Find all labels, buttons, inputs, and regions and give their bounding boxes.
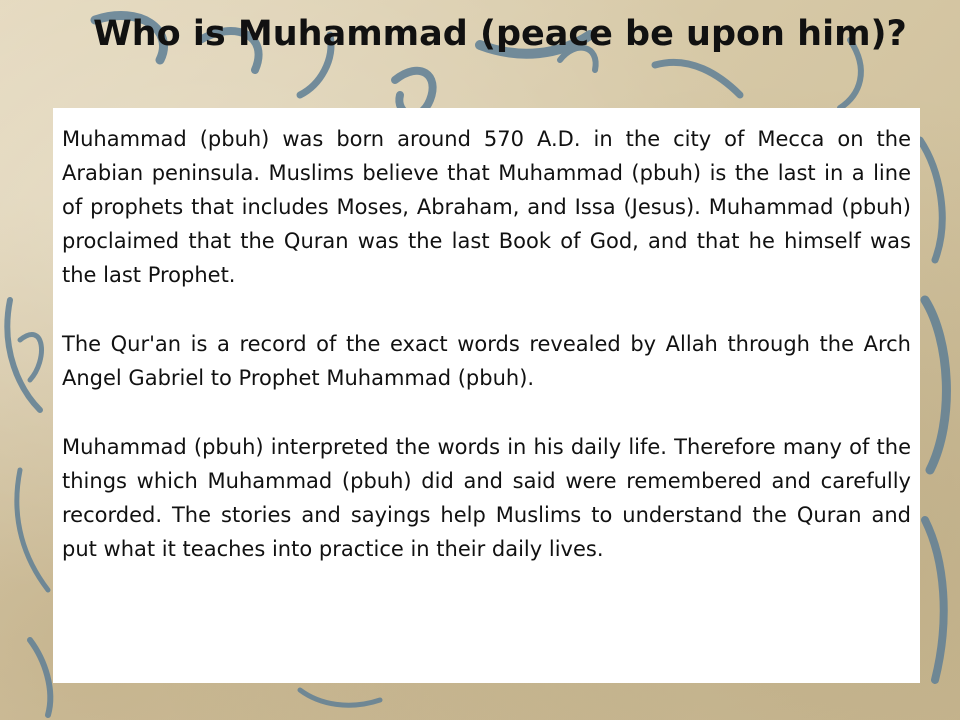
paragraph-daily-life: Muhammad (pbuh) interpreted the words in his daily life. Therefore many of the things which Muhammad (pbuh) did and said were remembered and carefully recorded. The stories and sayings help Muslims to understand the Quran and put what it teaches into practice in their daily lives. (62, 435, 911, 561)
paragraph-birth: Muhammad (pbuh) was born around 570 A.D. in the city of Mecca on the Arabian peninsula. Muslims believe that Muhammad (pbuh) is the last in a line of prophets that includes Moses, Abraham, and Issa (Jesus). Muhammad (pbuh) proclaimed that the Quran was the last Book of God, and that he himself was the last Prophet. (62, 127, 911, 287)
slide-title: Who is Muhammad (peace be upon him)? (93, 14, 907, 54)
text-panel (53, 108, 920, 683)
paragraph-quran: The Qur'an is a record of the exact words revealed by Allah through the Arch Angel Gabriel to Prophet Muhammad (pbuh). (62, 332, 911, 390)
